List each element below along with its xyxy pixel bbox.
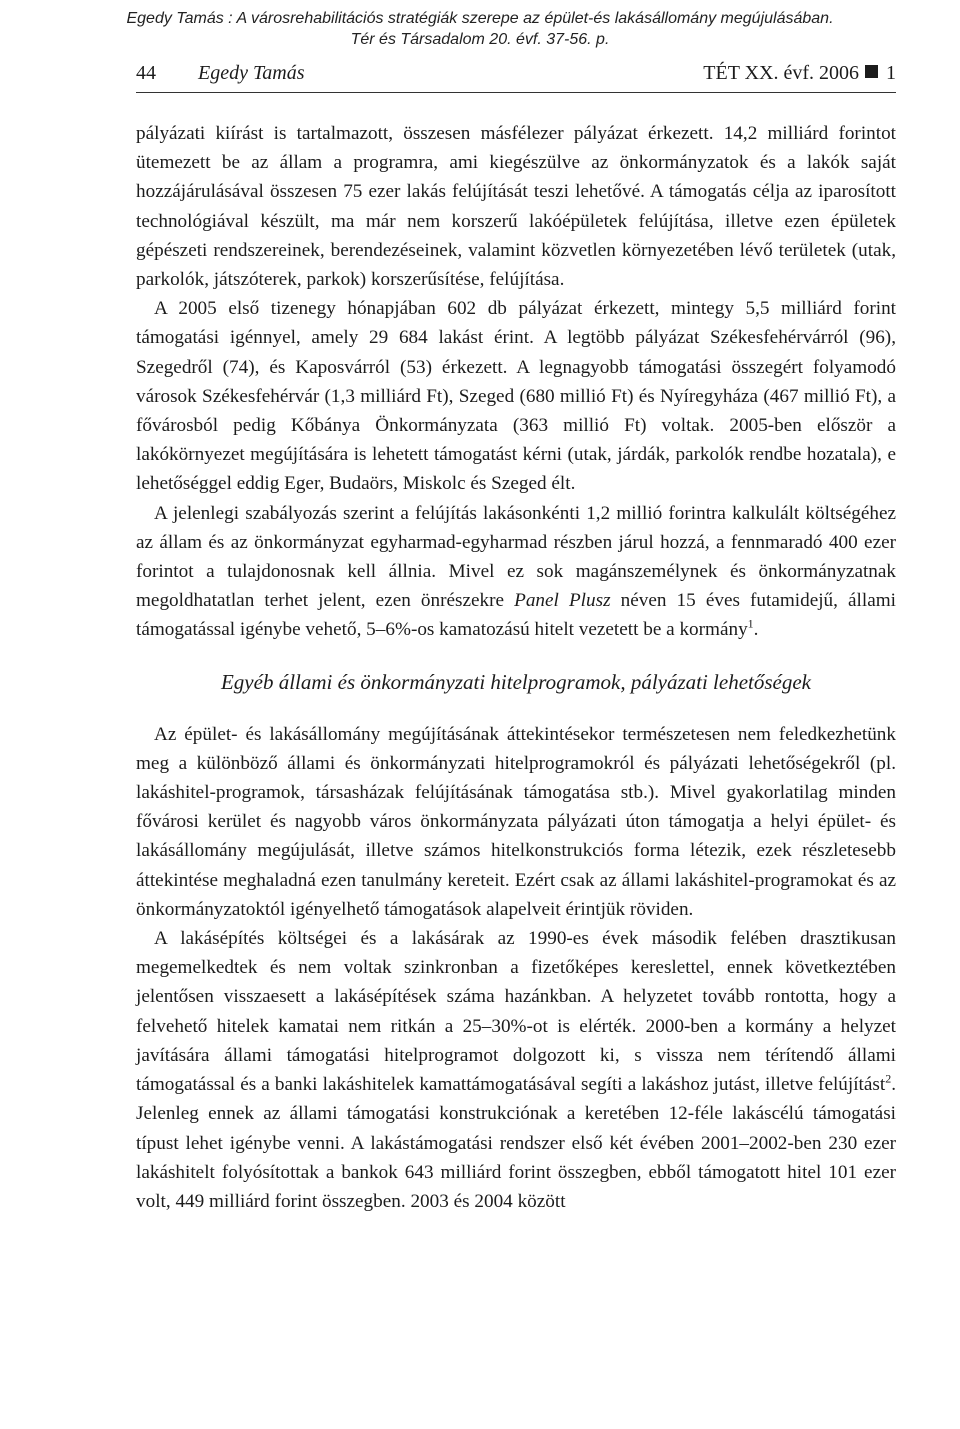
body-text-top	[136, 119, 896, 1216]
issue-number: 1	[886, 62, 896, 84]
paragraph-3	[136, 499, 896, 645]
page-number: 44	[136, 62, 156, 84]
black-square-icon	[865, 65, 878, 78]
paragraph-5-text: A lakásépítés költségei és a lakásárak az 1990-es évek második felében drasztikusan megemelkedtek és nem voltak szinkronban a fizetőképes kereslettel, ennek következtében jelentősen visszaesett a lakásépítések száma hazánkban. A helyzetet tovább rontotta, hogy a felvehető hitelek kamatai nem ritkán a 25–30%-ot is elérték. 2000-ben a kormány a helyzet javítására állami támogatási hitelprogramot dolgozott ki, s vissza nem térítendő állami támogatással és a banki lakáshitelek kamattámogatásával segíti a lakáshoz jutást, illetve felújítást	[136, 928, 896, 1096]
paragraph-2: A 2005 első tizenegy hónapjában 602 db pályázat érkezett, mintegy 5,5 milliárd forint támogatási igénnyel, amely 29 684 lakást érint. A legtöbb pályázat Székesfehérvárról (96), Szegedről (74), és Kaposvárról (53) érkezett. A legnagyobb támogatási összegért folyamodó városok Székesfehérvár (1,3 milliárd Ft), Szeged (680 millió Ft) és Nyíregyháza (467 millió Ft), a fővárosból pedig Kőbánya Önkormányzata (363 millió Ft) voltak. 2005-ben először a lakókörnyezet megújítására is lehetett támogatást kérni (utak, járdák, parkolók rendbe hozatala), e lehetőséggel eddig Eger, Budaörs, Miskolc és Szeged élt.	[136, 298, 896, 495]
footnote-ref-2: 2	[885, 1071, 892, 1086]
citation-header	[0, 8, 960, 50]
paragraph-3-end: .	[753, 619, 759, 641]
running-header	[136, 62, 896, 93]
panel-plusz-italic: Panel Plusz	[514, 590, 611, 612]
paragraph-5-text-cont: . Jelenleg ennek az állami támogatási konstrukciónak a keretében 12-féle lakáscélú támogatási típust lehet igénybe venni. A lakástámogatási rendszer első két évében 2001–2002-ben 230 ezer lakáshitelt folyósítottak a bankok 643 milliárd forint összegben, ebből támogatott hitel 101 ezer volt, 449 milliárd forint összegben. 2003 és 2004 között	[136, 1074, 896, 1212]
citation-line-1: Egedy Tamás : A városrehabilitációs stratégiák szerepe az épület-és lakásállomány megújulásában.	[126, 10, 834, 27]
header-journal	[703, 62, 896, 85]
paragraph-5	[136, 924, 896, 1216]
citation-line-2: Tér és Társadalom 20. évf. 37-56. p.	[350, 31, 610, 48]
paragraph-4: Az épület- és lakásállomány megújításának áttekintésekor természetesen nem feledkezhetünk meg a különböző állami és önkormányzati hitelprogramokról és pályázati lehetőségekről (pl. lakáshitel-programok, társasházak felújításának támogatása stb.). Mivel gyakorlatilag minden fővárosi kerület és nagyobb város önkormányzata pályázati úton támogatja a helyi épület- és lakásállomány megújulását, illetve számos hitelkonstrukciós forma létezik, ezek részletesebb áttekintése meghaladná ezen tanulmány kereteit. Ezért csak az állami lakáshitel-programokat és az önkormányzatoktól igényelhető támogatások alapelveit érintjük röviden.	[136, 723, 896, 920]
paragraph-3-text: A jelenlegi szabályozás szerint a felújítás lakásonkénti 1,2 millió forintra kalkulált költségéhez az állam és az önkormányzat egyharmad-egyharmad részben járul hozzá, a fennmaradó 400 ezer forintot a tulajdonosnak kell állnia. Mivel ez sok magánszemélynek és önkormányzatnak megoldhatatlan terhet jelent, ezen önrészekre	[136, 502, 896, 612]
journal-name: TÉT XX. évf. 2006	[703, 62, 859, 84]
paragraph-3-text-cont: néven 15 éves futamidejű, állami támogatással igénybe vehető, 5–6%-os kamatozású hitelt vezetett be a kormány	[136, 590, 896, 641]
section-heading: Egyéb állami és önkormányzati hitelprogramok, pályázati lehetőségek	[220, 669, 812, 694]
footnote-ref-1: 1	[747, 617, 754, 632]
paragraph-1: pályázati kiírást is tartalmazott, összesen másfélezer pályázat érkezett. 14,2 milliárd forintot ütemezett be az állam a programra, ami kiegészülve az önkormányzatok és a lakók saját hozzájárulásával összesen 75 ezer lakás felújítását teszi lehetővé. A támogatás célja az iparosított technológiával készült, ma már nem korszerű lakóépületek felújítása, illetve ezen épületek gépészeti rendszereinek, berendezéseinek, valamint közvetlen környezetében lévő területek (utak, parkolók, játszóterek, parkok) korszerűsítése, felújítása.	[136, 123, 896, 291]
header-author: Egedy Tamás	[198, 62, 305, 84]
